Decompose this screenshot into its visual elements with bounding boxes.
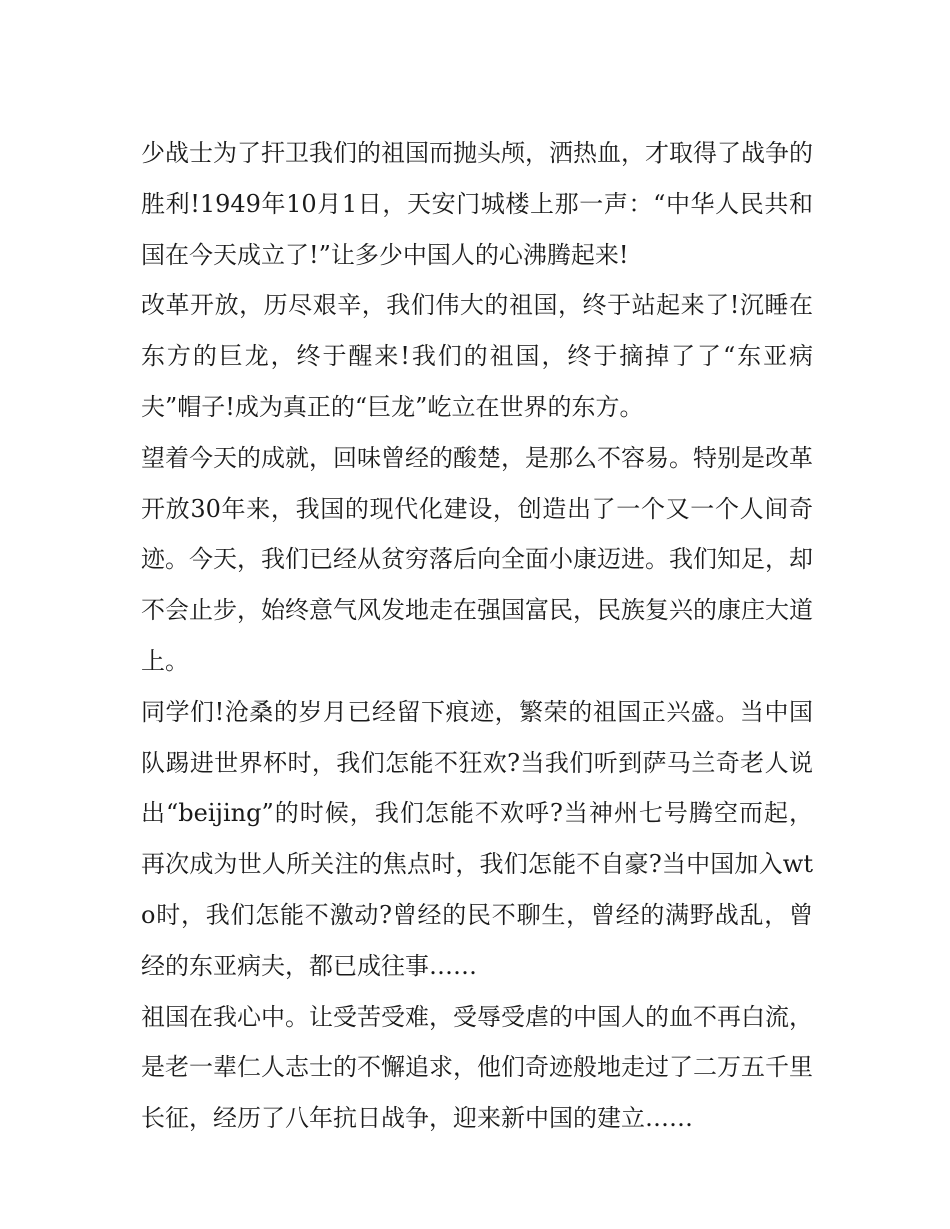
- paragraph-3: 望着今天的成就，回味曾经的酸楚，是那么不容易。特别是改革开放30年来，我国的现代化建设，创造出了一个又一个人间奇迹。今天，我们已经从贫穷落后向全面小康迈进。我们知足，却不会止步，始终意气风发地走在强国富民，民族复兴的康庄大道上。: [141, 443, 813, 675]
- paragraph-2: 改革开放，历尽艰辛，我们伟大的祖国，终于站起来了!沉睡在东方的巨龙，终于醒来!我们的祖国，终于摘掉了了“东亚病夫”帽子!成为真正的“巨龙”屹立在世界的东方。: [141, 291, 813, 421]
- document-body: [141, 128, 813, 1144]
- paragraph-5: 祖国在我心中。让受苦受难，受辱受虐的中国人的血不再白流，是老一辈仁人志士的不懈追求，他们奇迹般地走过了二万五千里长征，经历了八年抗日战争，迎来新中国的建立……: [141, 1002, 813, 1133]
- paragraph-1: 少战士为了扞卫我们的祖国而抛头颅，洒热血，才取得了战争的胜利!1949年10月1日，天安门城楼上那一声：“中华人民共和国在今天成立了!”让多少中国人的心沸腾起来!: [141, 139, 813, 269]
- paragraph-4: 同学们!沧桑的岁月已经留下痕迹，繁荣的祖国正兴盛。当中国队踢进世界杯时，我们怎能不狂欢?当我们听到萨马兰奇老人说出“beijing”的时候，我们怎能不欢呼?当神州七号腾空而起，再次成为世人所关注的焦点时，我们怎能不自豪?当中国加入wto时，我们怎能不激动?曾经的民不聊生，曾经的满野战乱，曾经的东亚病夫，都已成往事……: [141, 697, 813, 980]
